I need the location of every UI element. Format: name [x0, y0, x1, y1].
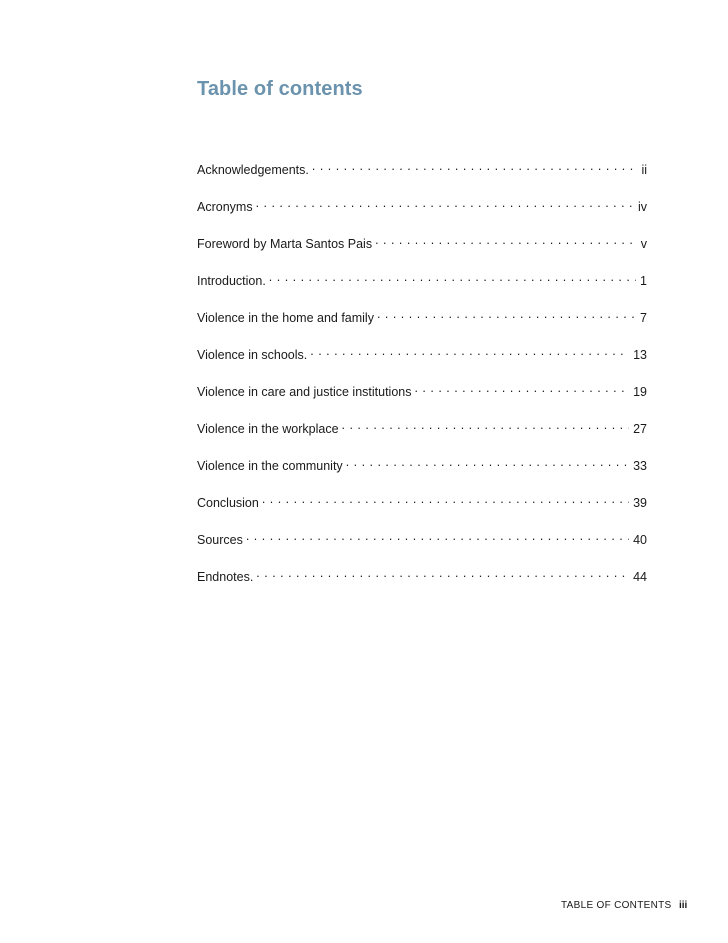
toc-entry-label: Acronyms	[197, 200, 253, 214]
toc-entry-label: Acknowledgements.	[197, 163, 309, 177]
toc-entry-page: iv	[637, 200, 647, 214]
page-number: iii	[679, 900, 688, 911]
toc-dot-leader	[269, 269, 636, 285]
toc-entry-care-and-justice[interactable]	[197, 380, 647, 417]
toc-dot-leader	[414, 380, 629, 396]
toc-entry-page: 7	[640, 311, 647, 325]
page-title: Table of contents	[197, 78, 363, 100]
toc-entry-label: Violence in schools.	[197, 348, 308, 362]
toc-dot-leader	[377, 306, 636, 322]
toc-entry-page: 39	[633, 496, 647, 510]
toc-entry-page: 33	[633, 459, 647, 473]
toc-entry-page: ii	[641, 163, 647, 177]
toc-entry-page: 27	[633, 422, 647, 436]
toc-entry-foreword[interactable]	[197, 232, 647, 269]
toc-dot-leader	[346, 454, 629, 470]
toc-entry-label: Violence in care and justice institutions	[197, 385, 412, 399]
toc-entry-acknowledgements[interactable]	[197, 158, 647, 195]
toc-entry-label: Violence in the home and family	[197, 311, 374, 325]
toc-entry-page: 40	[633, 533, 647, 547]
toc-entry-label: Sources	[197, 533, 243, 547]
toc-entry-home-and-family[interactable]	[197, 306, 647, 343]
toc-entry-label: Violence in the community	[197, 459, 343, 473]
toc-entry-page: 44	[633, 570, 647, 584]
toc-entry-page: 13	[633, 348, 647, 362]
toc-entry-page: 19	[633, 385, 647, 399]
toc-dot-leader	[256, 195, 634, 211]
toc-entry-acronyms[interactable]	[197, 195, 647, 232]
toc-dot-leader	[246, 528, 629, 544]
toc-entry-conclusion[interactable]	[197, 491, 647, 528]
toc-dot-leader	[310, 343, 629, 359]
toc-entry-page: v	[640, 237, 647, 251]
toc-dot-leader	[262, 491, 629, 507]
toc-entry-schools[interactable]	[197, 343, 647, 380]
toc-entry-endnotes[interactable]	[197, 565, 647, 602]
toc-entry-label: Violence in the workplace	[197, 422, 339, 436]
toc-dot-leader	[312, 158, 638, 174]
toc-entry-workplace[interactable]	[197, 417, 647, 454]
toc-entry-sources[interactable]	[197, 528, 647, 565]
running-footer-section-label: TABLE OF CONTENTS	[561, 900, 672, 911]
toc-dot-leader	[375, 232, 637, 248]
toc-entry-community[interactable]	[197, 454, 647, 491]
toc-entry-introduction[interactable]	[197, 269, 647, 306]
toc-entry-label: Conclusion	[197, 496, 259, 510]
toc-dot-leader	[342, 417, 630, 433]
toc-dot-leader	[256, 565, 629, 581]
toc-entry-label: Endnotes.	[197, 570, 254, 584]
table-of-contents	[197, 158, 647, 602]
toc-entry-label: Introduction.	[197, 274, 266, 288]
toc-entry-label: Foreword by Marta Santos Pais	[197, 237, 373, 251]
toc-entry-page: 1	[640, 274, 647, 288]
